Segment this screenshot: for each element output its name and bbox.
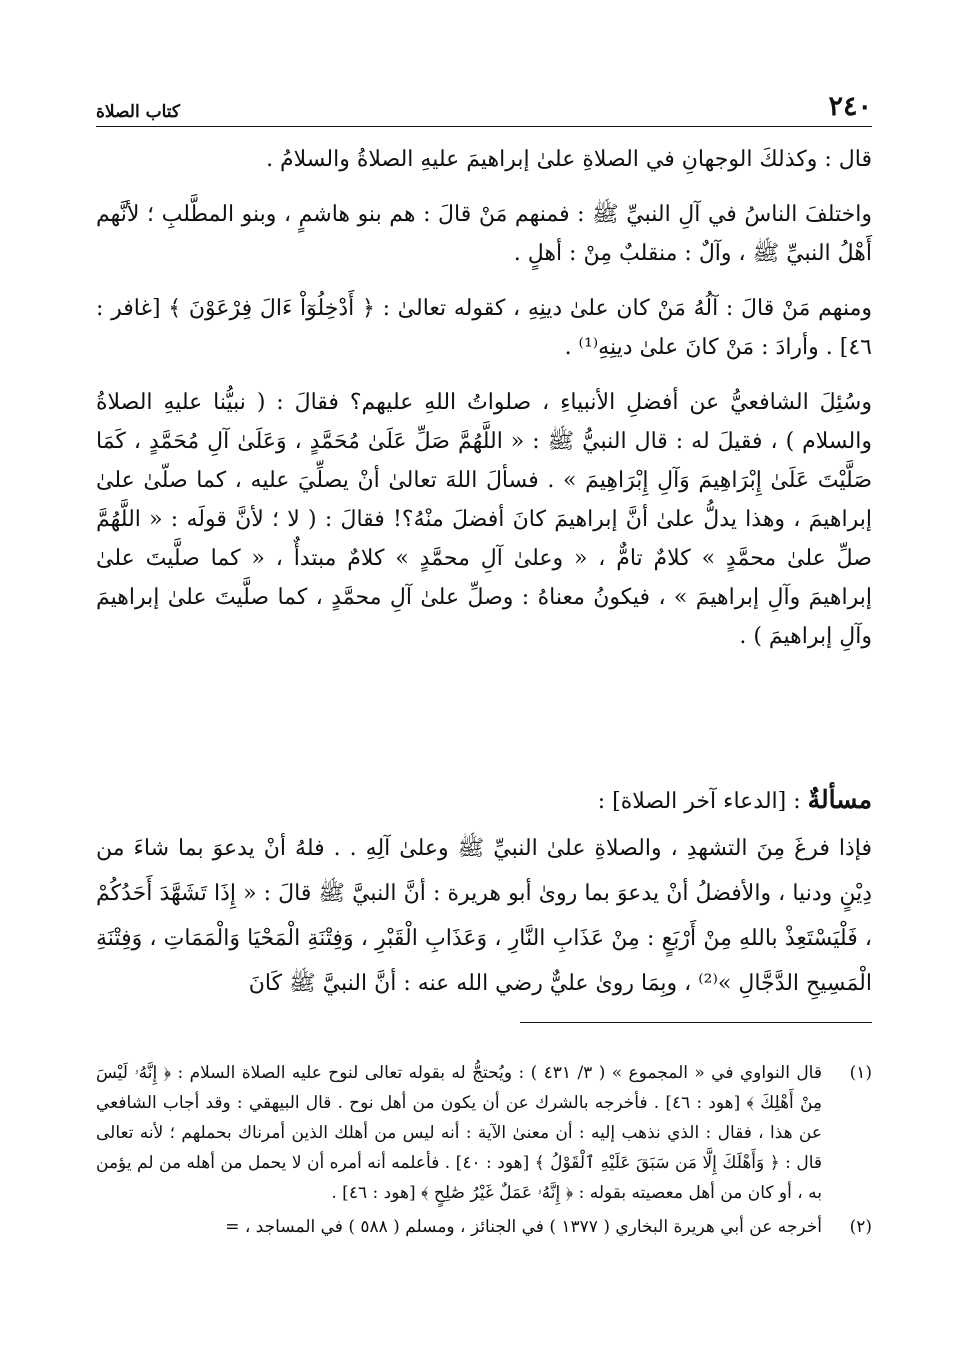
page-header [96,86,872,127]
footnote-text: أخرجه عن أبي هريرة البخاري ( ١٣٧٧ ) في الجنائز ، ومسلم ( ٥٨٨ ) في المساجد ، = [225,1217,822,1237]
page-number: ٢٤٠ [828,91,872,122]
issue-title: : [الدعاء آخر الصلاة] : [597,789,801,814]
paragraph: قال : وكذلكَ الوجهانِ في الصلاةِ علىٰ إبراهيمَ عليهِ الصلاةُ والسلامُ . [266,147,872,172]
issue-label: مسألةٌ [807,785,872,814]
footnote [96,1058,872,1208]
running-title: كتاب الصلاة [96,102,181,122]
footnote [96,1212,872,1242]
paragraph: وسُئِلَ الشافعيُّ عن أفضلِ الأنبياءِ ، صلواتُ اللهِ عليهم؟ فقالَ : ( نبيُّنا عليهِ الصلاةُ والسلام ) ، فقيلَ له : قال النبيُّ ﷺ : « اللَّهُمَّ صَلِّ عَلَىٰ مُحَمَّدٍ ، وَعَلَىٰ آلِ مُحَمَّدٍ ، كَمَا صَلَّيْتَ عَلَىٰ إِبْرَاهِيمَ وَآلِ إِبْرَاهِيمَ » . فسألَ اللهَ تعالىٰ أنْ يصلِّيَ عليه ، كما صلّىٰ علىٰ إبراهيمَ ، وهذا يدلُّ علىٰ أنَّ إبراهيمَ كانَ أفضلَ منْهُ؟! فقالَ : ( لا ؛ لأنَّ قولَه : « اللَّهُمَّ صلِّ علىٰ محمَّدٍ » كلامٌ تامٌّ ، « وعلىٰ آلِ محمَّدٍ » كلامٌ مبتدأٌ ، « كما صلَّيتَ علىٰ إبراهيمَ وآلِ إبراهيمَ » ، فيكونُ معناهُ : وصلِّ علىٰ آلِ محمَّدٍ ، كما صلَّيتَ علىٰ إبراهيمَ وآلِ إبراهيمَ ) . [96,390,872,649]
footnote-number: (٢) [849,1217,872,1237]
paragraph: ومنهم مَنْ قالَ : آلُهُ مَنْ كان علىٰ دينِهِ ، كقوله تعالىٰ : ﴿ أَدْخِلُوٓاْ ءَالَ فِرْعَوْنَ ﴾ [غافر : ٤٦] . وأرادَ : مَنْ كانَ علىٰ دينِهِ⁽¹⁾ . [96,296,872,360]
footnote-divider [520,1022,872,1023]
main-text [96,140,872,656]
footnotes [96,1058,872,1246]
issue-body: فإذا فرغَ مِنَ التشهدِ ، والصلاةِ علىٰ النبيِّ ﷺ وعلىٰ آلِهِ . . فلهُ أنْ يدعوَ بما شاءَ من دِيْنٍ ودنيا ، والأفضلُ أنْ يدعوَ بما روىٰ أبو هريرة : أنَّ النبيَّ ﷺ قالَ : « إِذَا تَشَهَّدَ أَحَدُكُمْ ، فَلْيَسْتَعِذْ باللهِ مِنْ أَرْبَعٍ : مِنْ عَذَابِ النَّارِ ، وَعَذَابِ الْقَبْرِ ، وَفِتْنَةِ الْمَحْيَا وَالْمَمَاتِ ، وَفِتْنَةِ الْمَسِيحِ الدَّجَّالِ »⁽²⁾ ، وبِمَا روىٰ عليٌّ رضي الله عنه : أنَّ النبيَّ ﷺ كَانَ [96,836,872,996]
footnote-number: (١) [849,1063,872,1083]
footnote-text: قال النواوي في « المجموع » ( ٣/ ٤٣١ ) : ويُحتجُّ له بقوله تعالى لنوح عليه الصلاة السلام : ﴿ إِنَّهُۥ لَيْسَ مِنْ أَهْلِكَ ﴾ [هود : ٤٦] . فأخرجه بالشرك عن أن يكون من أهل نوح . قال البيهقي : وقد أجاب الشافعي عن هذا ، فقال : الذي نذهب إليه : أن معنىٰ الآية : أنه ليس من أهلك الذين أمرناك بحملهم ؛ لأنه تعالى قال : ﴿ وَأَهْلَكَ إِلَّا مَن سَبَقَ عَلَيْهِ ٱلْقَوْلُ ﴾ [هود : ٤٠] . فأعلمه أنه أمره أن لا يحمل من أهله من لم يؤمن به ، أو كان من أهل معصيته بقوله : ﴿ إِنَّهُۥ عَمَلٌ غَيْرُ صَٰلِحٍ ﴾ [هود : ٤٦] . [96,1063,822,1203]
issue-heading [96,780,872,821]
paragraph: واختلفَ الناسُ في آلِ النبيِّ ﷺ : فمنهم مَنْ قالَ : هم بنو هاشمٍ ، وبنو المطَّلبِ ؛ لأنَّهم أَهْلُ النبيِّ ﷺ ، وآلٌ : منقلبٌ مِنْ : أهلٍ . [96,202,872,266]
